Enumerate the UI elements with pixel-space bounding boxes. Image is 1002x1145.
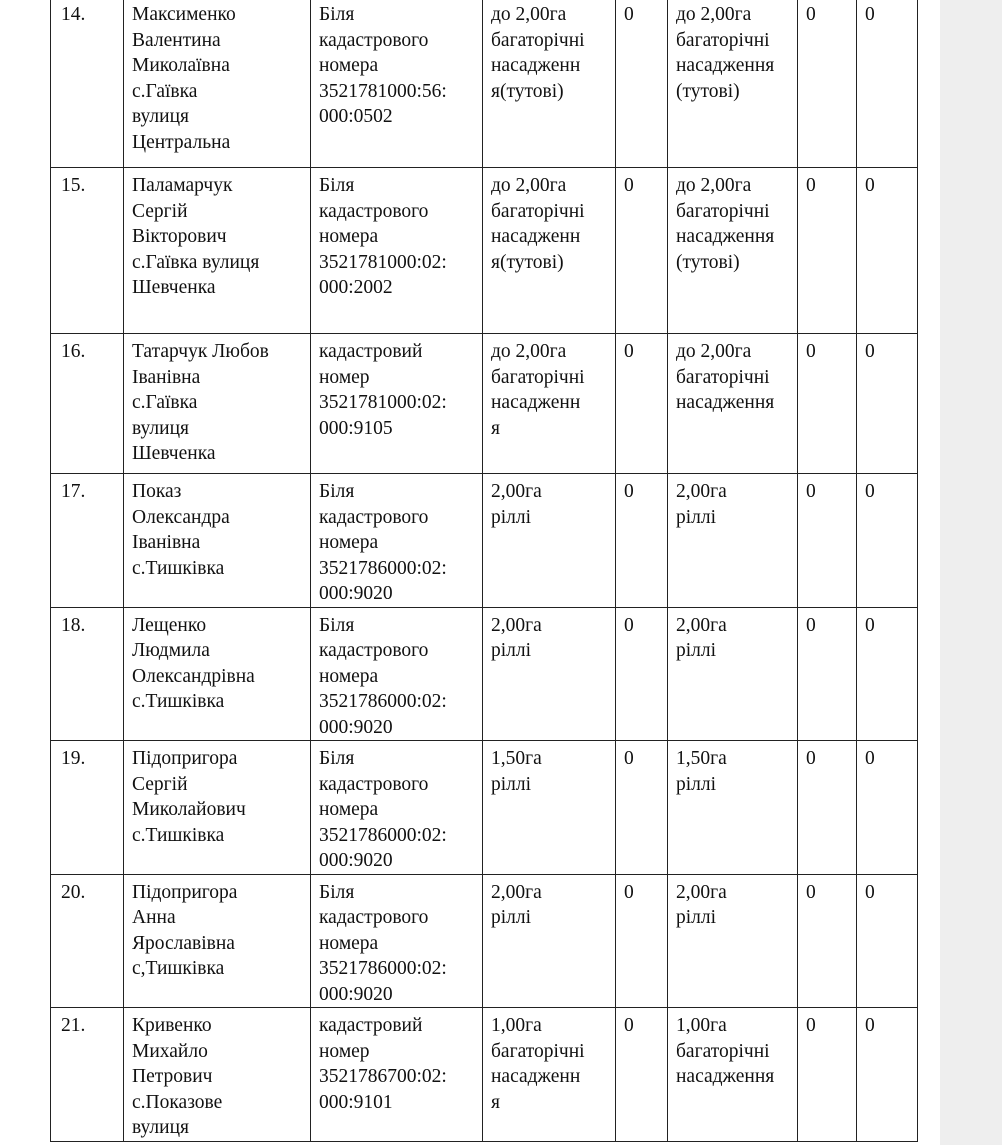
plot-location: кадастровий номер 3521786700:02: 000:9101: [311, 1008, 483, 1142]
table-row: [51, 607, 918, 741]
table-row: [51, 874, 918, 1008]
plot-area-secondary: 2,00га ріллі: [668, 874, 798, 1008]
row-number: 14.: [51, 0, 124, 168]
owner-name: Татарчук Любов Іванівна с.Гаївка вулиця Шевченка: [124, 334, 311, 474]
value-cell: 0: [798, 474, 857, 608]
plot-area: 2,00га ріллі: [483, 874, 616, 1008]
owner-name: Паламарчук Сергій Вікторович с.Гаївка вулиця Шевченка: [124, 168, 311, 334]
plot-area: до 2,00га багаторічні насадженн я: [483, 334, 616, 474]
value-cell: 0: [798, 0, 857, 168]
row-number: 20.: [51, 874, 124, 1008]
plot-area-secondary: 1,50га ріллі: [668, 741, 798, 875]
plot-location: Біля кадастрового номера 3521786000:02: 000:9020: [311, 607, 483, 741]
owner-name: Кривенко Михайло Петрович с.Показове вулиця: [124, 1008, 311, 1142]
row-number: 21.: [51, 1008, 124, 1142]
row-number: 16.: [51, 334, 124, 474]
plot-location: кадастровий номер 3521781000:02: 000:9105: [311, 334, 483, 474]
value-cell: 0: [798, 1008, 857, 1142]
plot-area-secondary: 1,00га багаторічні насадження: [668, 1008, 798, 1142]
value-cell: 0: [798, 168, 857, 334]
owner-name: Підопригора Анна Ярославівна с,Тишківка: [124, 874, 311, 1008]
owner-name: Лещенко Людмила Олександрівна с.Тишківка: [124, 607, 311, 741]
plot-area-secondary: 2,00га ріллі: [668, 474, 798, 608]
value-cell: 0: [616, 168, 668, 334]
row-number: 19.: [51, 741, 124, 875]
value-cell: 0: [616, 874, 668, 1008]
page-right-margin: [940, 0, 1002, 1145]
value-cell: 0: [616, 1008, 668, 1142]
plot-area-secondary: до 2,00га багаторічні насадження (тутові): [668, 0, 798, 168]
plot-area: 2,00га ріллі: [483, 474, 616, 608]
value-cell: 0: [616, 334, 668, 474]
plot-area-secondary: до 2,00га багаторічні насадження (тутові): [668, 168, 798, 334]
row-number: 17.: [51, 474, 124, 608]
value-cell: 0: [798, 741, 857, 875]
plot-location: Біля кадастрового номера 3521781000:02: 000:2002: [311, 168, 483, 334]
value-cell: 0: [857, 874, 918, 1008]
plot-area: до 2,00га багаторічні насадженн я(тутові): [483, 168, 616, 334]
value-cell: 0: [616, 607, 668, 741]
table-row: [51, 741, 918, 875]
value-cell: 0: [798, 607, 857, 741]
owner-name: Показ Олександра Іванівна с.Тишківка: [124, 474, 311, 608]
table-row: [51, 474, 918, 608]
value-cell: 0: [857, 334, 918, 474]
owner-name: Максименко Валентина Миколаївна с.Гаївка вулиця Центральна: [124, 0, 311, 168]
table-row: [51, 334, 918, 474]
value-cell: 0: [857, 1008, 918, 1142]
plot-area: 1,00га багаторічні насадженн я: [483, 1008, 616, 1142]
plot-location: Біля кадастрового номера 3521786000:02: 000:9020: [311, 741, 483, 875]
table-row: [51, 168, 918, 334]
value-cell: 0: [798, 334, 857, 474]
owner-name: Підопригора Сергій Миколайович с.Тишківка: [124, 741, 311, 875]
value-cell: 0: [616, 0, 668, 168]
value-cell: 0: [857, 607, 918, 741]
plot-area: 1,50га ріллі: [483, 741, 616, 875]
value-cell: 0: [616, 741, 668, 875]
plot-area: до 2,00га багаторічні насадженн я(тутові): [483, 0, 616, 168]
plot-location: Біля кадастрового номера 3521781000:56: 000:0502: [311, 0, 483, 168]
row-number: 15.: [51, 168, 124, 334]
value-cell: 0: [857, 474, 918, 608]
plot-area-secondary: 2,00га ріллі: [668, 607, 798, 741]
value-cell: 0: [857, 168, 918, 334]
value-cell: 0: [798, 874, 857, 1008]
value-cell: 0: [616, 474, 668, 608]
value-cell: 0: [857, 741, 918, 875]
land-plots-table: [50, 0, 918, 1142]
table-row: [51, 0, 918, 168]
table-row: [51, 1008, 918, 1142]
row-number: 18.: [51, 607, 124, 741]
plot-area-secondary: до 2,00га багаторічні насадження: [668, 334, 798, 474]
plot-area: 2,00га ріллі: [483, 607, 616, 741]
plot-location: Біля кадастрового номера 3521786000:02: 000:9020: [311, 874, 483, 1008]
value-cell: 0: [857, 0, 918, 168]
plot-location: Біля кадастрового номера 3521786000:02: 000:9020: [311, 474, 483, 608]
